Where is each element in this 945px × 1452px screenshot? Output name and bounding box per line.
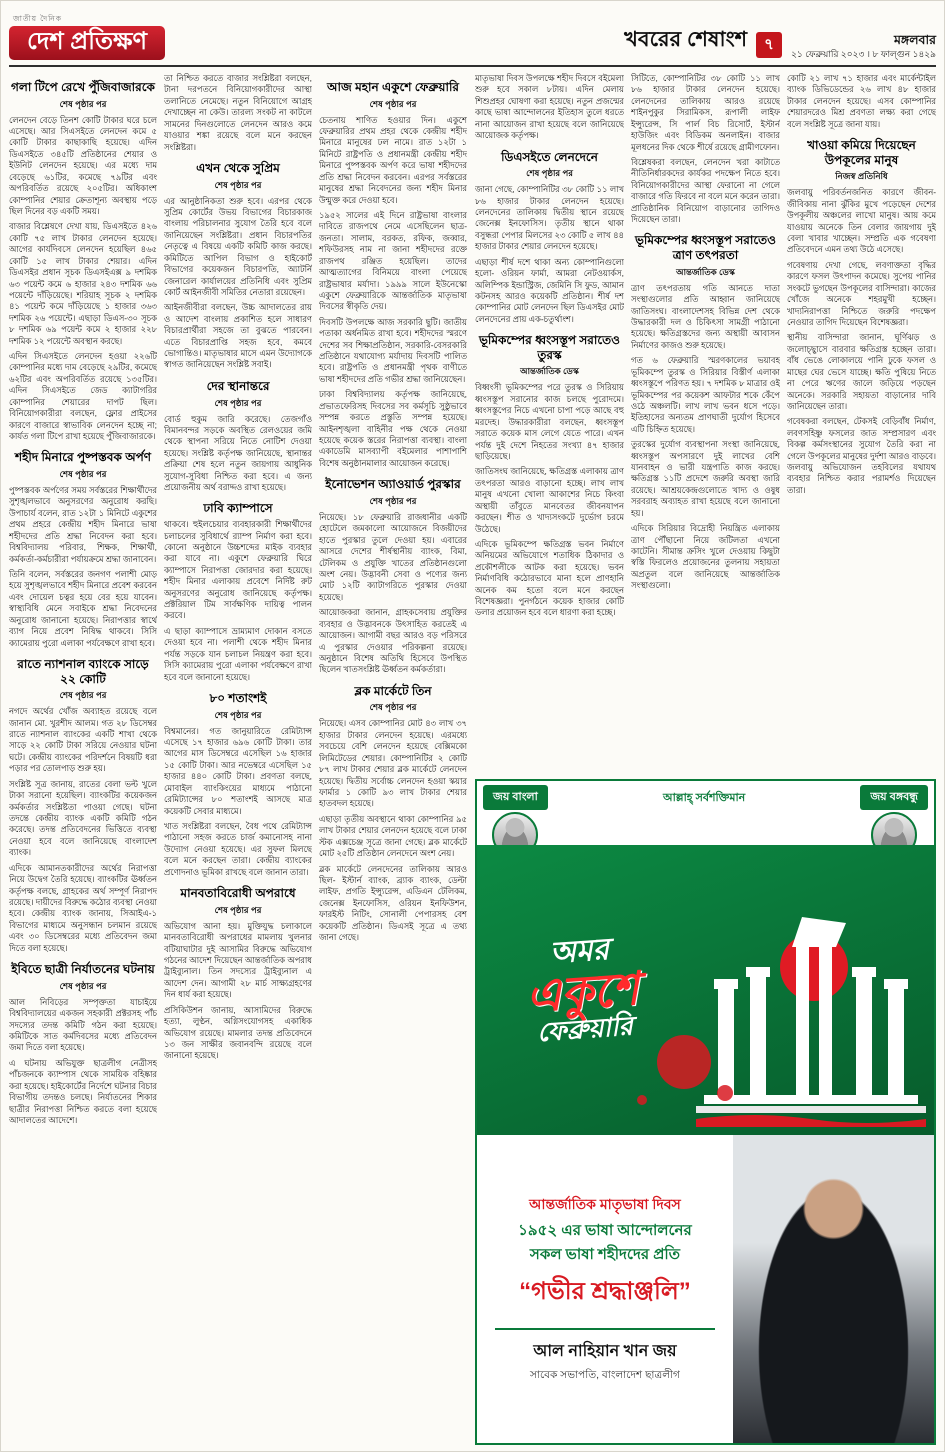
article-paragraph: থাকবে। হুইলচেয়ার ব্যবহারকারী শিক্ষার্থীদের চলাচলের সুবিধার্থে র‌্যাম্প নির্মাণ করা হবে। কোনো অনুষ্ঠানে উচ্চশব্দের মাইক ব্যবহার করা যাবে না। একুশে ফেব্রুয়ারি ঘিরে ক্যাম্পাসে নিরাপত্তা জোরদার করা হয়েছে। শহীদ মিনার এলাকায় প্রবেশে নির্দিষ্ট রুট অনুসরণের অনুরোধ জানিয়েছে কর্তৃপক্ষ। প্রক্টরিয়াল টিম সার্বক্ষণিক দায়িত্ব পালন করবে। bbox=[164, 519, 312, 621]
red-splash-decor bbox=[657, 1035, 711, 1089]
masthead-tagline: জাতীয় দৈনিক bbox=[13, 13, 63, 23]
article-dateline: শেষ পৃষ্ঠার পর bbox=[214, 397, 262, 408]
article-paragraph: ঢাকা বিশ্ববিদ্যালয় কর্তৃপক্ষ জানিয়েছে, প্রভাতফেরিসহ দিবসের সব কর্মসূচি সুষ্ঠুভাবে সম্পন্ন করতে প্রস্তুতি সম্পন্ন হয়েছে। আইনশৃঙ্খলা বাহিনীর পক্ষ থেকে নেওয়া হয়েছে কয়েক স্তরের নিরাপত্তা ব্যবস্থা। বাংলা একাডেমি মাসব্যাপী বইমেলার পাশাপাশি বিশেষ অনুষ্ঠানমালার আয়োজন করেছে। bbox=[319, 389, 467, 468]
article-paragraph: পুষ্পস্তবক অর্পণের সময় সর্বস্তরের শিক্ষার্থীদের সুশৃঙ্খলভাবে অনুসরণের অনুরোধ করছি। উপাচার্য বলেন, রাত ১২টা ১ মিনিটে একুশের প্রথম প্রহরে কেন্দ্রীয় শহীদ মিনারে ভাষা শহীদদের প্রতি শ্রদ্ধা নিবেদন করা হবে। বিশ্ববিদ্যালয় পরিবার, শিক্ষক, শিক্ষার্থী, কর্মকর্তা-কর্মচারীরা পর্যায়ক্রমে শ্রদ্ধা জানাবেন। bbox=[9, 485, 157, 564]
article-paragraph: এদিন সিএসইতে লেনদেন হওয়া ২২৬টি কোম্পানির মধ্যে দাম বেড়েছে ২৯টির, কমেছে ৬২টির এবং অপরিবর্তিত রয়েছে ১৩৫টির। এদিন সিএসইতে জেড ক্যাটাগরির কোম্পানির শেয়ারের দাপট ছিল। বিনিয়োগকারীরা বলছেন, ফ্লোর প্রাইসের কারণে বাজারে স্বাভাবিক লেনদেন হচ্ছে না; কার্যত গলা টিপে রাখা হয়েছে পুঁজিবাজারকে। bbox=[9, 351, 157, 442]
article-headline: আজ মহান একুশে ফেব্রুয়ারি bbox=[327, 80, 459, 94]
date-line: ২১ ফেব্রুয়ারি ২০২৩ । ৮ ফাল্গুন ১৪২৯ bbox=[791, 48, 936, 59]
article-paragraph: আইনজীবীরা বলছেন, উচ্চ আদালতের রায় ও আদেশ বাংলায় প্রকাশিত হলে সাধারণ বিচারপ্রার্থীরা সহজে তা বুঝতে পারবেন। এতে বিচারপ্রাপ্তি সহজ হবে, কমবে ভোগান্তিও। মাতৃভাষার মাসে এমন উদ্যোগকে স্বাগত জানিয়েছেন সংশ্লিষ্ট সবাই। bbox=[164, 302, 312, 370]
article-paragraph: বাজার বিশ্লেষণে দেখা যায়, ডিএসইতে ৪২৬ কোটি ৭৫ লাখ টাকার লেনদেন হয়েছে। আগের কার্যদিবসে লেনদেন হয়েছিল ৪৬৫ কোটি ১৫ লাখ টাকার শেয়ার। এদিন ডিএসইর প্রধান সূচক ডিএসইএক্স ৯ দশমিক ৬৩ পয়েন্ট কমে ৬ হাজার ২৪৩ দশমিক ৬৬ পয়েন্টে দাঁড়িয়েছে। শরিয়াহ সূচক ২ দশমিক ৪১ পয়েন্ট কমে দাঁড়িয়েছে ১ হাজার ৩৬৩ দশমিক ২৬ পয়েন্টে। এছাড়া ডিএস-৩০ সূচক ৮ দশমিক ৬৯ পয়েন্ট কমে ২ হাজার ২২৮ দশমিক ১২ পয়েন্টে অবস্থান করছে। bbox=[9, 221, 157, 346]
article-paragraph: এছাড়া শীর্ষ দশে থাকা অন্য কোম্পানিগুলো হলো- ওরিয়ন ফার্মা, আমরা নেটওয়ার্কস, অলিম্পিক ইন্ডাস্ট্রিজ, জেমিনি সি ফুড, আমান কটনসহ আরও কয়েকটি প্রতিষ্ঠান। শীর্ষ দশ কোম্পানির মোট লেনদেন ছিল ডিএসইর মোট লেনদেনের প্রায় এক-চতুর্থাংশ। bbox=[475, 256, 624, 324]
news-column bbox=[319, 72, 467, 1445]
article-headline: ঢাবি ক্যাম্পাসে bbox=[203, 501, 273, 516]
article-dateline: আন্তর্জাতিক ডেস্ক bbox=[520, 366, 579, 377]
news-column bbox=[9, 72, 157, 1445]
date-box bbox=[791, 33, 936, 60]
ad-banner bbox=[477, 845, 934, 1135]
sponsor-name: আল নাহিয়ান খান জয় bbox=[533, 1343, 677, 1361]
article-paragraph: এদিকে সিরিয়ার বিদ্রোহী নিয়ন্ত্রিত এলাকায় ত্রাণ পৌঁছানো নিয়ে জটিলতা এখনো কাটেনি। সীমান্ত ক্রসিং খুলে দেওয়ায় কিছুটা স্বস্তি ফিরলেও প্রয়োজনের তুলনায় সহায়তা অপ্রতুল বলে জানিয়েছে আন্তর্জাতিক সংস্থাগুলো। bbox=[631, 523, 780, 591]
article-paragraph: তিনি বলেন, সর্বস্তরের জনগণ পলাশী মোড় হয়ে সুশৃঙ্খলভাবে শহীদ মিনারে প্রবেশ করবেন এবং দোয়েল চত্বর হয়ে বের হয়ে যাবেন। স্বাস্থ্যবিধি মেনে সবাইকে শ্রদ্ধা নিবেদনের অনুরোধ জানানো হয়েছে। নিরাপত্তার স্বার্থে ব্যাগ নিয়ে প্রবেশ নিষিদ্ধ থাকবে। সিসি ক্যামেরায় পুরো এলাকা পর্যবেক্ষণে রাখা হবে। bbox=[9, 569, 157, 648]
article-headline: রাতে ন্যাশনাল ব্যাংকে সাড়ে ২২ কোটি bbox=[17, 656, 149, 686]
weekday-label: মঙ্গলবার bbox=[893, 33, 936, 48]
article-paragraph: প্রসিকিউশন জানায়, আসামিদের বিরুদ্ধে হত্যা, লুণ্ঠন, অগ্নিসংযোগসহ একাধিক অভিযোগ রয়েছে। মামলার তদন্ত প্রতিবেদনে ১৩ জন সাক্ষীর জবানবন্দি রয়েছে বলে জানানো হয়েছে। bbox=[164, 1004, 312, 1061]
header-right bbox=[624, 23, 936, 60]
article-headline: এখন থেকে সুপ্রিম bbox=[196, 160, 280, 175]
article-paragraph: অভিযোগ আনা হয়। মুক্তিযুদ্ধ চলাকালে মানবতাবিরোধী অপরাধের মামলায় খুলনার বটিয়াঘাটার দুই আসামির বিরুদ্ধে অভিযোগ গঠনের আদেশ দিয়েছেন আন্তর্জাতিক অপরাধ ট্রাইব্যুনাল। তিন সদস্যের ট্রাইব্যুনাল এ আদেশ দেন। আগামী ২৮ মার্চ সাক্ষ্যগ্রহণের দিন ধার্য করা হয়েছে। bbox=[164, 920, 312, 1000]
red-splash-decor bbox=[637, 1095, 647, 1105]
article-paragraph: নিয়েছে। ১৮ ফেব্রুয়ারি রাজধানীর একটি হোটেলে জমকালো আয়োজনে বিজয়ীদের হাতে পুরস্কার তুলে দেওয়া হয়। এবারের আসরে দেশের শীর্ষস্থানীয় ব্যাংক, বিমা, টেলিকম ও প্রযুক্তি খাতের প্রতিষ্ঠানগুলো অংশ নেয়। উদ্ভাবনী সেবা ও পণ্যের জন্য মোট ১২টি ক্যাটাগরিতে পুরস্কার দেওয়া হয়েছে। bbox=[319, 511, 467, 602]
news-columns-right bbox=[475, 72, 936, 774]
article-paragraph: বিধ্বংসী ভূমিকম্পের পরে তুরস্ক ও সিরিয়ায় ধ্বংসস্তূপ সরানোর কাজ চলছে পুরোদমে। ধ্বংসস্তূপের নিচে এখনো চাপা পড়ে আছে বহু মরদেহ। উদ্ধারকারীরা বলছেন, ধ্বংসস্তূপ সরাতে কয়েক মাস লেগে যেতে পারে। এখন পর্যন্ত দুই দেশে নিহতের সংখ্যা ৪৭ হাজার ছাড়িয়েছে। bbox=[475, 382, 624, 461]
news-column bbox=[631, 72, 780, 774]
article-paragraph: লেনদেন বেড়ে তিনশ কোটি টাকার ঘরে চলে এসেছে। আর সিএসইতে লেনদেন কমে ৫ কোটি টাকার কাছাকাছি হয়েছে। এদিন ডিএসইতে ৩৪৫টি প্রতিষ্ঠানের শেয়ার ও ইউনিট লেনদেন হয়েছে। এর মধ্যে দাম বেড়েছে ৬১টির, কমেছে ৭৯টির এবং অপরিবর্তিত রয়েছে ২০৫টির। অধিকাংশ কোম্পানির শেয়ার ক্রেতাশূন্য অবস্থায় পড়ে ছিল দিনের বড় একটি সময়। bbox=[9, 114, 157, 216]
article-dateline: শেষ পৃষ্ঠার পর bbox=[59, 690, 107, 701]
right-region bbox=[475, 72, 936, 1445]
article-headline: শহীদ মিনারে পুষ্পস্তবক অর্পণ bbox=[14, 450, 151, 465]
article-dateline: শেষ পৃষ্ঠার পর bbox=[526, 168, 573, 179]
slogan-joy-bangla: জয় বাংলা bbox=[483, 785, 548, 810]
slogan-joy-bangabandhu: জয় বঙ্গবন্ধু bbox=[860, 785, 928, 810]
article-paragraph: এদিকে ভূমিকম্পে ক্ষতিগ্রস্ত ভবন নির্মাণে অনিয়মের অভিযোগে শতাধিক ঠিকাদার ও প্রকৌশলীকে আটক করা হয়েছে। ভবন নির্মাণবিধি কঠোরভাবে মানা হলে প্রাণহানি অনেক কম হতো বলে মনে করছেন বিশেষজ্ঞরা। পুনর্গঠনে কয়েক হাজার কোটি ডলার প্রয়োজন হবে বলে ধারণা করা হচ্ছে। bbox=[475, 538, 624, 618]
article-paragraph: গবেষকরা বলছেন, টেকসই বেড়িবাঁধ নির্মাণ, লবণসহিষ্ণু ফসলের জাত সম্প্রসারণ এবং বিকল্প কর্মসংস্থানের সুযোগ তৈরি করা না গেলে উপকূলের মানুষের দুর্দশা আরও বাড়বে। জলবায়ু অভিযোজন তহবিলের যথাযথ ব্যবহার নিশ্চিত করার পরামর্শও দিয়েছেন তারা। bbox=[787, 416, 936, 495]
article-paragraph: নগদে অর্থের খোঁজ অব্যাহত রয়েছে বলে জানান মো. খুরশীদ আলম। গত ২৮ ডিসেম্বর রাতে ন্যাশনাল ব্যাংকের একটি শাখা থেকে সাড়ে ২২ কোটি টাকা সরিয়ে নেওয়ার ঘটনা ঘটে। কেন্দ্রীয় ব্যাংকের পরিদর্শনে বিষয়টি ধরা পড়ার পর তোলপাড় শুরু হয়। bbox=[9, 706, 157, 774]
article-paragraph: ত্রাণ তৎপরতায় গতি আনতে দাতা সংস্থাগুলোর প্রতি আহ্বান জানিয়েছে জাতিসংঘ। বাংলাদেশসহ বিভিন্ন দেশ থেকে উদ্ধারকারী দল ও চিকিৎসা সামগ্রী পাঠানো হয়েছে। ক্ষতিগ্রস্তদের জন্য অস্থায়ী আবাসন নির্মাণের কাজও শুরু হয়েছে। bbox=[631, 282, 780, 350]
article-dateline: শেষ পৃষ্ঠার পর bbox=[369, 702, 417, 713]
article-headline: ভূমিকম্পের ধ্বংসস্তূপ সরাতেও ত্রাণ তৎপরতা bbox=[634, 233, 776, 263]
article-paragraph: দিবসটি উপলক্ষে আজ সরকারি ছুটি। জাতীয় পতাকা অর্ধনমিত রাখা হবে। শহীদদের স্মরণে দেশের সব শিক্ষাপ্রতিষ্ঠান, সরকারি-বেসরকারি প্রতিষ্ঠানে যথাযোগ্য মর্যাদায় দিবসটি পালিত হবে। রাষ্ট্রপতি ও প্রধানমন্ত্রী পৃথক বাণীতে ভাষা শহীদদের প্রতি গভীর শ্রদ্ধা জানিয়েছেন। bbox=[319, 316, 467, 384]
article-paragraph: আয়োজকরা জানান, গ্রাহকসেবায় প্রযুক্তির ব্যবহার ও উদ্ভাবনকে উৎসাহিত করতেই এ আয়োজন। আগামী বছর আরও বড় পরিসরে এ পুরস্কার দেওয়ার পরিকল্পনা রয়েছে। অনুষ্ঠানে বিশেষ অতিথি হিসেবে উপস্থিত ছিলেন খাতসংশ্লিষ্ট ঊর্ধ্বতন কর্মকর্তারা। bbox=[319, 607, 467, 675]
sponsor-block bbox=[495, 1328, 715, 1385]
article-headline: দের স্থানান্তরে bbox=[206, 378, 270, 393]
page-number-badge: ৭ bbox=[756, 32, 782, 58]
article-headline: ভূমিকম্পের ধ্বংসস্তূপ সরাতেও তুরস্ক bbox=[478, 333, 620, 362]
article-paragraph: ১৯৫২ সালের এই দিনে রাষ্ট্রভাষা বাংলার দাবিতে রাজপথে নেমে এসেছিলেন ছাত্র-জনতা। সালাম, বরকত, রফিক, জব্বার, শফিউরসহ নাম না জানা শহীদদের রক্তে রাজপথ রঞ্জিত হয়েছিল। তাদের আত্মত্যাগের বিনিময়ে বাংলা পেয়েছে রাষ্ট্রভাষার মর্যাদা। ১৯৯৯ সালে ইউনেস্কো একুশে ফেব্রুয়ারিকে আন্তর্জাতিক মাতৃভাষা দিবসের স্বীকৃতি দেয়। bbox=[319, 210, 467, 312]
section-title: খবরের শেষাংশ bbox=[624, 28, 748, 51]
calligraphy-word-amor: অমর bbox=[548, 933, 611, 971]
article-dateline: শেষ পৃষ্ঠার পর bbox=[214, 904, 262, 915]
article-paragraph: আল নিবিড়ের সম্পৃক্ততা যাচাইয়ে বিশ্ববিদ্যালয়ের একজন সহকারী প্রক্টরসহ পাঁচ সদস্যের তদন্ত কমিটি গঠন করা হয়েছে। কমিটিকে সাত কর্মদিবসের মধ্যে প্রতিবেদন জমা দিতে বলা হয়েছে। bbox=[9, 996, 157, 1053]
article-headline: ৮০ শতাংশই bbox=[209, 691, 267, 706]
article-dateline: শেষ পৃষ্ঠার পর bbox=[59, 980, 107, 991]
news-column bbox=[787, 72, 936, 774]
article-paragraph: এছাড়া তৃতীয় অবস্থানে থাকা কোম্পানির ৯৫ লাখ টাকার শেয়ার লেনদেন হয়েছে বলে ঢাকা স্টক এক্সচেঞ্জ সূত্রে জানা গেছে। ব্লক মার্কেটে মোট ২৫টি প্রতিষ্ঠান লেনদেনে অংশ নেয়। bbox=[319, 813, 467, 859]
article-dateline: নিজস্ব প্রতিনিধি bbox=[835, 171, 888, 182]
article-paragraph: এর আনুষ্ঠানিকতা শুরু হবে। এরপর থেকে সুপ্রিম কোর্টের উভয় বিভাগের বিচারকাজ বাংলায় পরিচালনার সুযোগ তৈরি হবে বলে জানিয়েছেন সংশ্লিষ্টরা। প্রধান বিচারপতির নেতৃত্বে এ বিষয়ে একটি কমিটি কাজ করছে। কমিটিতে আপিল বিভাগ ও হাইকোর্ট বিভাগের কয়েকজন বিচারপতি, অ্যাটর্নি জেনারেল কার্যালয়ের প্রতিনিধি এবং সুপ্রিম কোর্ট আইনজীবী সমিতির নেতারা রয়েছেন। bbox=[164, 195, 312, 297]
tribute-main-text: “গভীর শ্রদ্ধাঞ্জলি” bbox=[519, 1278, 691, 1306]
calligraphy-word-ekushey: একুশে bbox=[524, 962, 641, 1022]
article-headline: খাওয়া কমিয়ে দিয়েছেন উপকূলের মানুষ bbox=[807, 138, 916, 167]
occasion-label: আন্তর্জাতিক মাতৃভাষা দিবস bbox=[529, 1195, 681, 1212]
article-headline: ইনোভেশন অ্যাওয়ার্ড পুরস্কার bbox=[325, 477, 461, 492]
article-paragraph: জাতিসংঘ জানিয়েছে, ক্ষতিগ্রস্ত এলাকায় ত্রাণ তৎপরতা আরও বাড়ানো হচ্ছে। লাখ লাখ মানুষ এখনো খোলা আকাশের নিচে কিংবা অস্থায়ী তাঁবুতে মানবেতর জীবনযাপন করছেন। শীত ও খাদ্যসংকটে দুর্ভোগ চরমে উঠেছে। bbox=[475, 466, 624, 534]
sponsor-photo bbox=[733, 1135, 934, 1443]
article-paragraph: চেতনায় শাণিত হওয়ার দিন। একুশে ফেব্রুয়ারির প্রথম প্রহর থেকে কেন্দ্রীয় শহীদ মিনারে মানুষের ঢল নামে। রাত ১২টা ১ মিনিটে রাষ্ট্রপতি ও প্রধানমন্ত্রী কেন্দ্রীয় শহীদ মিনারে পুষ্পস্তবক অর্পণ করে ভাষা শহীদদের প্রতি শ্রদ্ধা নিবেদন করবেন। এরপর সর্বস্তরের মানুষের শ্রদ্ধা নিবেদনের জন্য শহীদ মিনার উন্মুক্ত করে দেওয়া হবে। bbox=[319, 114, 467, 205]
article-headline: ইবিতে ছাত্রী নির্যাতনের ঘটনায় bbox=[11, 962, 155, 977]
sponsor-title: সাবেক সভাপতি, বাংলাদেশ ছাত্রলীগ bbox=[529, 1369, 680, 1382]
tribute-line-2: সকল ভাষা শহীদদের প্রতি bbox=[529, 1245, 680, 1263]
masthead bbox=[9, 14, 165, 60]
article-headline: ব্লক মার্কেটে তিন bbox=[354, 683, 432, 698]
article-paragraph: গবেষণায় দেখা গেছে, লবণাক্ততা বৃদ্ধির কারণে ফসল উৎপাদন কমেছে। সুপেয় পানির সংকটে ভুগছেন উপকূলের বাসিন্দারা। কাজের খোঁজে অনেকে শহরমুখী হচ্ছেন। খাদ্যনিরাপত্তা নিশ্চিতে জরুরি পদক্ষেপ নেওয়ার তাগিদ দিয়েছেন বিশেষজ্ঞরা। bbox=[787, 259, 936, 327]
ad-top-strip bbox=[477, 781, 934, 845]
article-dateline: শেষ পৃষ্ঠার পর bbox=[214, 179, 262, 190]
article-headline: ডিএসইতে লেনদেনে bbox=[501, 149, 598, 164]
page-header bbox=[9, 9, 936, 67]
calligraphy-word-february: ফেব্রুয়ারি bbox=[536, 1010, 634, 1048]
article-paragraph: জলবায়ু পরিবর্তনজনিত কারণে জীবন-জীবিকায় নানা ঝুঁকির মুখে পড়েছেন দেশের উপকূলীয় অঞ্চলের লাখো মানুষ। আয় কমে যাওয়ায় অনেকে তিন বেলার জায়গায় দুই বেলা খাবার খাচ্ছেন। সম্প্রতি এক গবেষণা প্রতিবেদনে এমন তথ্য উঠে এসেছে। bbox=[787, 187, 936, 255]
article-paragraph: কোটি ২১ লাখ ৭১ হাজার এবং মার্কেন্টাইল ব্যাংক ডিভিডেন্ডের ২৬ লাখ ৪৮ হাজার টাকার লেনদেন হয়েছে। এসব কোম্পানির শেয়ারদরেও মিশ্র প্রবণতা লক্ষ্য করা গেছে বলে সংশ্লিষ্ট সূত্রে জানা যায়। bbox=[787, 73, 936, 129]
masthead-title: দেশ প্রতিক্ষণ bbox=[9, 26, 165, 60]
article-paragraph: তা নিশ্চিত করতে বাজার সংশ্লিষ্টরা বলছেন, টানা দরপতনে বিনিয়োগকারীদের আস্থা তলানিতে নেমেছে। নতুন বিনিয়োগে আগ্রহ দেখাচ্ছেন না কেউ। তারল্য সংকট না কাটলে সামনের দিনগুলোতে লেনদেন আরও কমে যাওয়ার শঙ্কা রয়েছে বলে মনে করছেন সংশ্লিষ্টরা। bbox=[164, 73, 312, 152]
article-paragraph: খাত সংশ্লিষ্টরা বলছেন, বৈধ পথে রেমিট্যান্স পাঠানো সহজ করতে চার্জ কমানোসহ নানা উদ্যোগ নেওয়া হয়েছে। এর সুফল মিলছে বলে মনে করছেন তারা। কেন্দ্রীয় ব্যাংকের প্রণোদনাও ভূমিকা রাখছে বলে জানান তারা। bbox=[164, 821, 312, 877]
article-paragraph: মাতৃভাষা দিবস উপলক্ষে শহীদ দিবসে বইমেলা শুরু হবে সকাল ৮টায়। এদিন মেলায় শিশুপ্রহর ঘোষণা করা হয়েছে। নতুন প্রজন্মের কাছে ভাষা আন্দোলনের ইতিহাস তুলে ধরতে নানা আয়োজন রাখা হয়েছে বলে জানিয়েছে আয়োজক কর্তৃপক্ষ। bbox=[475, 73, 624, 141]
article-paragraph: ব্লক মার্কেটে লেনদেনের তালিকায় আরও ছিল- ইস্টার্ন ব্যাংক, ব্র্যাক ব্যাংক, ডেল্টা লাইফ, প্রগতি ইন্স্যুরেন্স, এডিএন টেলিকম, জেনেক্স ইনফোসিস, ওরিয়ন ইনফিউশন, ফারইস্ট নিটিং, সোনালী পেপারসহ বেশ কয়েকটি প্রতিষ্ঠান। ডিএসই সূত্রে এ তথ্য জানা গেছে। bbox=[319, 863, 467, 943]
article-paragraph: স্থানীয় বাসিন্দারা জানান, ঘূর্ণিঝড় ও জলোচ্ছ্বাসে বারবার ক্ষতিগ্রস্ত হচ্ছেন তারা। বাঁধ ভেঙে লোকালয়ে পানি ঢুকে ফসল ও মাছের ঘের ভেসে যাচ্ছে। ক্ষতি পুষিয়ে নিতে না পেরে ঋণের জালে জড়িয়ে পড়ছেন অনেকে। সরকারি সহায়তা বাড়ানোর দাবি জানিয়েছেন তারা। bbox=[787, 332, 936, 411]
article-paragraph: জানা গেছে, কোম্পানিটির ৩৮ কোটি ১১ লাখ ৮৬ হাজার টাকার লেনদেন হয়েছে। লেনদেনের তালিকায় দ্বিতীয় স্থানে রয়েছে জেনেক্স ইনফোসিস। তৃতীয় স্থানে থাকা বসুন্ধরা পেপার মিলসের ২৩ কোটি ৫ লাখ ৪৪ হাজার টাকার শেয়ার লেনদেন হয়েছে। bbox=[475, 184, 624, 252]
article-paragraph: এ ঘটনায় অভিযুক্ত ছাত্রলীগ নেত্রীসহ পাঁচজনকে ক্যাম্পাস থেকে সাময়িক বহিষ্কার করা হয়েছে। হাইকোর্টের নির্দেশে ঘটনার বিচার বিভাগীয় তদন্তও চলছে। নির্যাতনের শিকার ছাত্রীর নিরাপত্তা নিশ্চিত করতে বলা হয়েছে আদালতের আদেশে। bbox=[9, 1057, 157, 1125]
news-column bbox=[164, 72, 312, 1445]
article-dateline: শেষ পৃষ্ঠার পর bbox=[59, 469, 107, 480]
article-paragraph: নিয়েছে। এসব কোম্পানির মোট ৪৩ লাখ ৩৭ হাজার টাকার লেনদেন হয়েছে। এরমধ্যে সবচেয়ে বেশি লেনদেন হয়েছে বেক্সিমকো লিমিটেডের শেয়ার। কোম্পানিটির ২ কোটি ৮৭ লাখ টাকার শেয়ার ব্লক মার্কেটে লেনদেন হয়েছে। দ্বিতীয় সর্বোচ্চ লেনদেন হওয়া স্কয়ার ফার্মার ১ কোটি ৯৩ লাখ টাকার শেয়ার হাতবদল হয়েছে। bbox=[319, 718, 467, 809]
article-dateline: শেষ পৃষ্ঠার পর bbox=[59, 98, 107, 109]
tribute-line-1: ১৯৫২ এর ভাষা আন্দোলনের bbox=[518, 1221, 692, 1239]
article-dateline: আন্তর্জাতিক ডেস্ক bbox=[676, 266, 735, 277]
article-dateline: শেষ পৃষ্ঠার পর bbox=[214, 709, 262, 720]
article-dateline: শেষ পৃষ্ঠার পর bbox=[369, 98, 417, 109]
article-headline: গলা টিপে রেখে পুঁজিবাজারকে bbox=[11, 80, 155, 94]
article-paragraph: গত ৬ ফেব্রুয়ারি স্মরণকালের ভয়াবহ ভূমিকম্পে তুরস্ক ও সিরিয়ার বিস্তীর্ণ এলাকা ধ্বংসস্তূপে পরিণত হয়। ৭ দশমিক ৮ মাত্রার ওই ভূমিকম্পের পর কয়েকশ আফটার শকে কেঁপে ওঠে অঞ্চলটি। লাখ লাখ ভবন ধসে পড়ে। ইতিহাসের অন্যতম প্রাণঘাতী দুর্যোগ হিসেবে এটি চিহ্নিত হয়েছে। bbox=[631, 355, 780, 434]
tribute-block bbox=[477, 1135, 733, 1443]
slogan-center: আল্লাহ্‌ সর্বশক্তিমান bbox=[662, 792, 746, 804]
article-paragraph: তুরস্কের দুর্যোগ ব্যবস্থাপনা সংস্থা জানিয়েছে, ধ্বংসস্তূপ অপসারণে দুই লাখের বেশি যানবাহন ও ভারী যন্ত্রপাতি কাজ করছে। ক্ষতিগ্রস্ত ১১টি প্রদেশে জরুরি অবস্থা জারি রয়েছে। আশ্রয়কেন্দ্রগুলোতে খাদ্য ও ওষুধ সরবরাহ অব্যাহত রাখা হয়েছে বলে জানানো হয়। bbox=[631, 439, 780, 518]
article-paragraph: বিশ্বমানের। গত জানুয়ারিতে রেমিট্যান্স এসেছে ১৭ হাজার ৬৯৬ কোটি টাকা। তার আগের মাস ডিসেম্বরে এসেছিল ১৬ হাজার ১৫ কোটি টাকা। আর নভেম্বরে এসেছিল ১৫ হাজার ৪৪০ কোটি টাকা। প্রবণতা বলছে, মোবাইল ব্যাংকিংয়ের মাধ্যমে পাঠানো রেমিট্যান্সের ৮০ শতাংশই আসছে মাত্র কয়েকটি সেবার মাধ্যমে। bbox=[164, 725, 312, 816]
page-content bbox=[9, 72, 936, 1445]
article-headline: মানবতাবিরোধী অপরাধে bbox=[180, 886, 296, 901]
news-columns-left bbox=[9, 72, 467, 1445]
news-column bbox=[475, 72, 624, 774]
article-paragraph: বোর্ড হুকুম জারি করেছে। তেজগাঁও বিমানবন্দর সড়কে অবস্থিত রেলওয়ের জমি থেকে স্থাপনা সরিয়ে নিতে নোটিশ দেওয়া হয়েছে। সংশ্লিষ্ট কর্তৃপক্ষ জানিয়েছে, স্থানান্তর প্রক্রিয়া শেষ হলে নতুন জায়গায় আধুনিক সুযোগ-সুবিধা নিশ্চিত করা হবে। এ জন্য প্রয়োজনীয় অর্থ বরাদ্দও রাখা হয়েছে। bbox=[164, 413, 312, 493]
ad-lower bbox=[477, 1135, 934, 1443]
ekushey-calligraphy bbox=[477, 929, 691, 1050]
article-paragraph: এ ছাড়া ক্যাম্পাসে ভ্রাম্যমাণ দোকান বসতে দেওয়া হবে না। পলাশী থেকে শহীদ মিনার পর্যন্ত সড়কে যান চলাচল নিয়ন্ত্রণ করা হবে। সিসি ক্যামেরায় পুরো এলাকা পর্যবেক্ষণে রাখা হবে বলে জানানো হয়েছে। bbox=[164, 625, 312, 682]
article-paragraph: বিশ্লেষকরা বলছেন, লেনদেন খরা কাটাতে নীতিনির্ধারকদের কার্যকর পদক্ষেপ নিতে হবে। বিনিয়োগকারীদের আস্থা ফেরানো না গেলে বাজারে গতি ফিরবে না বলে মনে করেন তারা। প্রাতিষ্ঠানিক বিনিয়োগ বাড়ানোর তাগিদও দিয়েছেন তারা। bbox=[631, 156, 780, 225]
red-splash-decor bbox=[717, 1085, 733, 1101]
article-paragraph: সংশ্লিষ্ট সূত্র জানায়, রাতের বেলা ভল্ট খুলে টাকা সরানো হয়েছিল। ব্যাংকটির কয়েকজন কর্মকর্তার সংশ্লিষ্টতা পাওয়া গেছে। ঘটনা তদন্তে কেন্দ্রীয় ব্যাংক একটি কমিটি গঠন করেছে। তদন্ত প্রতিবেদনের ভিত্তিতে ব্যবস্থা নেওয়া হবে বলে জানিয়েছে বাংলাদেশ ব্যাংক। bbox=[9, 778, 157, 858]
article-paragraph: এদিকে আমানতকারীদের অর্থের নিরাপত্তা নিয়ে উদ্বেগ তৈরি হয়েছে। ব্যাংকটির ঊর্ধ্বতন কর্তৃপক্ষ বলছে, গ্রাহকের অর্থ সম্পূর্ণ নিরাপদ রয়েছে। দায়ীদের বিরুদ্ধে কঠোর ব্যবস্থা নেওয়া হবে। কেন্দ্রীয় ব্যাংক জানায়, সিআইএ-১ বিভাগের মাধ্যমে অনুসন্ধান চলমান রয়েছে এবং ৩০ ডিসেম্বরের মধ্যে প্রতিবেদন জমা দিতে বলা হয়েছে। bbox=[9, 862, 157, 953]
article-paragraph: সিটিতে, কোম্পানিটির ৩৮ কোটি ১১ লাখ ৮৬ হাজার টাকার লেনদেন হয়েছে। লেনদেনের তালিকায় আরও রয়েছে শাইনপুকুর সিরামিকস, রূপালী লাইফ ইন্স্যুরেন্স, সি পার্ল বিচ রিসোর্ট, ইস্টার্ন হাউজিং এবং বিডিকম অনলাইন। বাজার মূলধনের দিক থেকে শীর্ষে রয়েছে গ্রামীণফোন। bbox=[631, 73, 780, 152]
article-dateline: শেষ পৃষ্ঠার পর bbox=[369, 495, 417, 506]
advertisement bbox=[475, 779, 936, 1445]
